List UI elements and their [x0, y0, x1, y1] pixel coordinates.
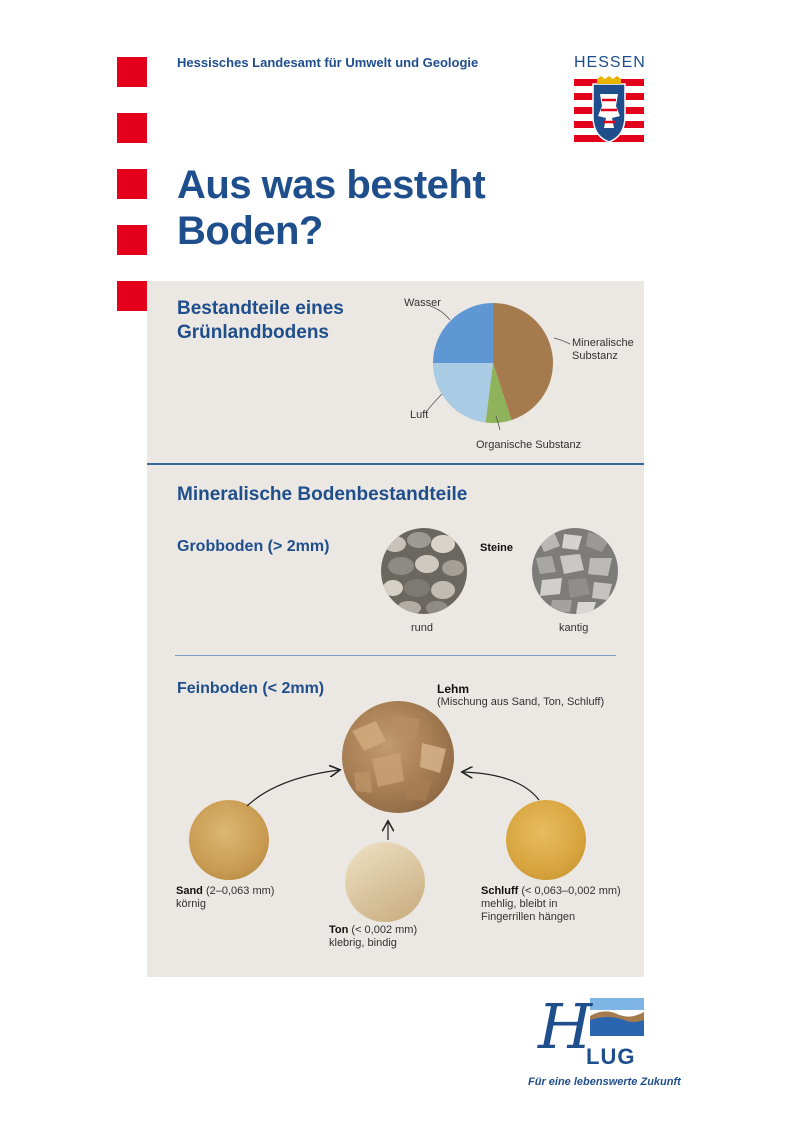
pie-label-luft: Luft	[410, 409, 429, 421]
hlug-logo-h: H	[538, 990, 593, 1063]
grobboden-heading: Grobboden (> 2mm)	[177, 538, 330, 555]
pie-label-mineralisch-line2: Substanz	[572, 350, 618, 362]
section2-heading: Mineralische Bodenbestandteile	[177, 484, 468, 505]
pie-label-wasser: Wasser	[404, 297, 441, 309]
sand-name: Sand	[176, 885, 203, 897]
red-square-5	[117, 281, 147, 311]
ton-label	[329, 924, 417, 950]
arrow-schluff-to-lehm	[463, 772, 539, 800]
round-stones-image	[381, 528, 467, 614]
arrow-sand-to-lehm	[247, 770, 339, 806]
pie-label-organisch: Organische Substanz	[476, 439, 582, 451]
ton-name: Ton	[329, 924, 349, 936]
feinboden-heading: Feinboden (< 2mm)	[177, 680, 325, 697]
schluff-size: (< 0,063–0,002 mm)	[518, 885, 621, 897]
arrow-luft	[426, 394, 442, 412]
angular-stones-image	[532, 528, 618, 614]
section1-heading	[177, 297, 344, 345]
ton-size: (< 0,002 mm)	[348, 924, 418, 936]
gravel-icon	[532, 528, 618, 614]
kantig-label: kantig	[559, 622, 589, 634]
pie-label-mineralisch-line1: Mineralische	[572, 337, 634, 349]
sand-desc: körnig	[176, 898, 206, 910]
ton-desc: klebrig, bindig	[329, 937, 397, 949]
lehm-name: Lehm	[437, 682, 470, 696]
red-square-3	[117, 169, 147, 199]
organization-name: Hessisches Landesamt für Umwelt und Geologie	[177, 55, 479, 70]
red-square-4	[117, 225, 147, 255]
rund-label: rund	[411, 622, 434, 634]
sand-size: (2–0,063 mm)	[202, 885, 275, 897]
hessen-coat-of-arms-icon	[574, 76, 644, 146]
arrow-mineralisch	[554, 338, 570, 344]
page-title-line2: Boden?	[177, 209, 323, 253]
hlug-logo-icon	[590, 998, 644, 1036]
pebbles-icon	[381, 528, 467, 614]
hessen-logo-text: HESSEN	[574, 54, 646, 71]
section1-heading-line1: Bestandteile eines	[177, 298, 344, 319]
red-square-1	[117, 57, 147, 87]
grob-fein-divider	[175, 655, 616, 656]
feinboden-arrows	[147, 700, 644, 900]
pie-slice-luft	[433, 363, 493, 423]
section1-heading-line2: Grünlandbodens	[177, 322, 329, 343]
steine-label: Steine	[480, 542, 514, 554]
page-title	[177, 162, 485, 254]
schluff-desc-line1: mehlig, bleibt in	[481, 898, 558, 910]
hlug-tagline: Für eine lebenswerte Zukunft	[528, 1076, 681, 1088]
pie-label-mineralisch	[572, 337, 634, 363]
schluff-desc-line2: Fingerrillen hängen	[481, 911, 576, 923]
hlug-logo-text: LUG	[586, 1044, 636, 1069]
schluff-name: Schluff	[481, 885, 519, 897]
page-title-line1: Aus was besteht	[177, 163, 486, 207]
red-square-2	[117, 113, 147, 143]
ton-name-line	[329, 924, 417, 937]
lehm-desc: (Mischung aus Sand, Ton, Schluff)	[437, 696, 605, 708]
pie-chart	[390, 284, 650, 460]
